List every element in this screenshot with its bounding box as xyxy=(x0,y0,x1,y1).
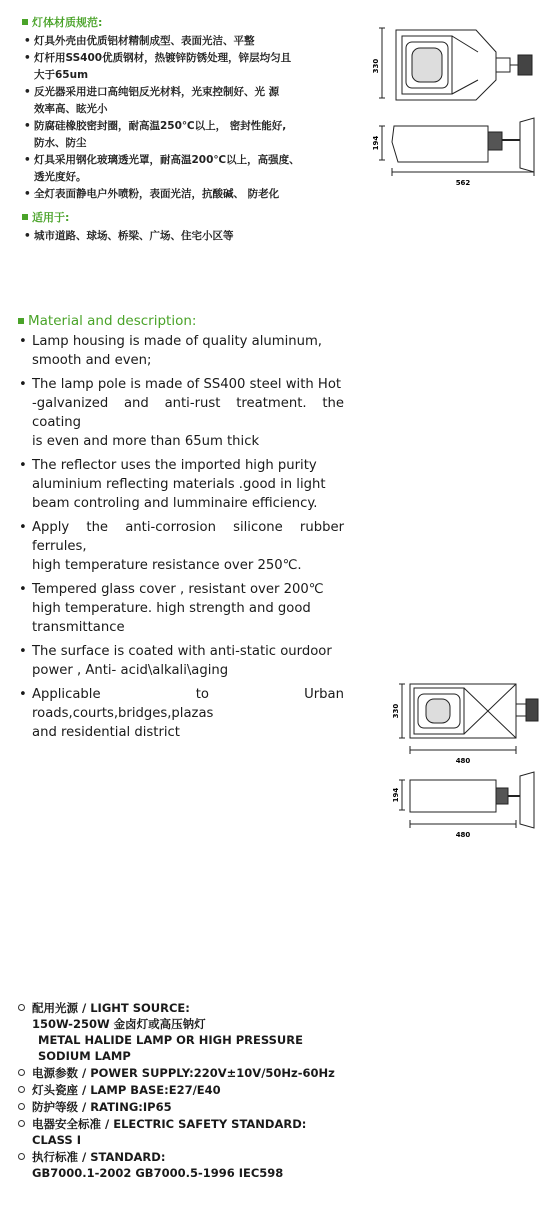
en-material-section xyxy=(18,313,344,747)
square-bullet-icon xyxy=(18,318,24,324)
spec-item xyxy=(18,1149,378,1181)
specification-list xyxy=(18,1000,378,1182)
plan-view xyxy=(379,28,532,100)
spec-line: 150W-250W 金卤灯或高压钠灯 xyxy=(32,1017,206,1031)
spec-line: 电器安全标准 / ELECTRIC SAFETY STANDARD: xyxy=(32,1117,307,1131)
cn-material-section xyxy=(22,14,362,245)
square-bullet-icon xyxy=(22,19,28,25)
cn-material-title-text: 灯体材质规范: xyxy=(32,16,103,29)
spec-item xyxy=(18,1099,378,1115)
spec-item xyxy=(18,1000,378,1064)
cn-apply-title-text: 适用于: xyxy=(32,211,70,224)
spec-line: 配用光源 / LIGHT SOURCE: xyxy=(32,1001,190,1015)
cn-list-item-line: 防腐硅橡胶密封圈，耐高温250℃以上， 密封性能好, xyxy=(34,120,287,132)
spec-item xyxy=(18,1065,378,1081)
top-dimension-drawing xyxy=(368,22,544,194)
en-list-item-line: high temperature. high strength and good xyxy=(32,601,311,616)
cn-list-item-line: 全灯表面静电户外喷粉，表面光洁，抗酸碱、 防老化 xyxy=(34,188,280,200)
en-list-item-line: The reflector uses the imported high purity xyxy=(32,458,317,473)
circle-bullet-icon xyxy=(18,1120,25,1127)
spec-line: 灯头瓷座 / LAMP BASE:E27/E40 xyxy=(32,1083,221,1097)
en-list-item-line: is even and more than 65um thick xyxy=(32,434,260,449)
circle-bullet-icon xyxy=(18,1086,25,1093)
en-list-item-line: The lamp pole is made of SS400 steel with Hot xyxy=(32,377,342,392)
en-list-item xyxy=(18,580,344,637)
en-material-list xyxy=(18,332,344,742)
en-list-item-line: power , Anti- acid\alkali\aging xyxy=(32,663,229,678)
en-list-item xyxy=(18,456,344,513)
spec-item xyxy=(18,1082,378,1098)
en-material-title xyxy=(18,313,344,329)
bottom-height-label: 330 xyxy=(392,703,400,719)
en-list-item-line: Tempered glass cover , resistant over 200℃ xyxy=(32,582,324,597)
en-list-item-line: The surface is coated with anti-static ourdoor xyxy=(32,644,332,659)
cn-list-item-line: 灯杆用SS400优质钢材，热镀锌防锈处理，锌层均匀且 xyxy=(34,52,292,64)
circle-bullet-icon xyxy=(18,1153,25,1160)
cn-list-item-line: 灯具采用钢化玻璃透光罩，耐高温200℃以上，高强度、 xyxy=(34,154,300,166)
cn-list-item-line: 大于65um xyxy=(34,69,89,81)
top-side-height-label: 194 xyxy=(372,135,380,151)
square-bullet-icon xyxy=(22,214,28,220)
en-list-item-line: high temperature resistance over 250℃. xyxy=(32,558,302,573)
cn-list-item-line: 灯具外壳由优质铝材精制成型、表面光洁、平整 xyxy=(34,35,255,47)
cn-apply-item: • 城市道路、球场、桥梁、广场、住宅小区等 xyxy=(22,228,362,245)
spec-line: GB7000.1-2002 GB7000.5-1996 IEC598 xyxy=(32,1166,284,1180)
cn-list-item-line: 防水、防尘 xyxy=(34,137,87,149)
cn-material-title xyxy=(22,14,362,30)
cn-apply-title xyxy=(22,209,362,225)
en-list-item xyxy=(18,642,344,680)
spec-line: METAL HALIDE LAMP OR HIGH PRESSURE xyxy=(38,1033,303,1047)
top-height-label: 330 xyxy=(372,58,380,74)
cn-list-item-line: 反光器采用进口高纯铝反光材料，光束控制好、光 源 xyxy=(34,86,280,98)
en-list-item xyxy=(18,685,344,742)
en-list-item xyxy=(18,332,344,370)
spec-line: 电源参数 / POWER SUPPLY:220V±10V/50Hz-60Hz xyxy=(32,1066,335,1080)
bottom-width-label-1: 480 xyxy=(455,757,471,765)
cn-list-item-line: 透光度好。 xyxy=(34,171,87,183)
en-list-item-line: transmittance xyxy=(32,620,125,635)
en-list-item-line: Applicable to Urban roads,courts,bridges,plazas xyxy=(32,687,344,721)
cn-apply-list xyxy=(22,228,362,245)
en-material-title-text: Material and description: xyxy=(28,313,197,329)
bottom-width-label-2: 480 xyxy=(455,831,471,839)
plan-view xyxy=(399,684,538,754)
side-view xyxy=(379,118,534,176)
cn-list-item xyxy=(22,186,362,203)
en-list-item-line: Apply the anti-corrosion silicone rubber ferrules, xyxy=(32,520,344,554)
cn-material-list xyxy=(22,33,362,203)
top-width-label: 562 xyxy=(455,179,471,187)
cn-list-item xyxy=(22,84,362,118)
spec-line: SODIUM LAMP xyxy=(38,1049,131,1063)
en-list-item xyxy=(18,518,344,575)
circle-bullet-icon xyxy=(18,1103,25,1110)
en-list-item-line: Lamp housing is made of quality aluminum, xyxy=(32,334,322,349)
spec-line: CLASS I xyxy=(32,1133,81,1147)
cn-list-item-line: 效率高、眩光小 xyxy=(34,103,108,115)
en-list-item-line: smooth and even; xyxy=(32,353,152,368)
en-list-item xyxy=(18,375,344,451)
spec-line: 执行标准 / STANDARD: xyxy=(32,1150,166,1164)
bottom-dimension-drawing xyxy=(388,680,544,848)
cn-list-item xyxy=(22,33,362,50)
spec-line: 防护等级 / RATING:IP65 xyxy=(32,1100,172,1114)
spec-item xyxy=(18,1116,378,1148)
side-view xyxy=(399,772,534,828)
cn-list-item xyxy=(22,152,362,186)
en-list-item-line: and residential district xyxy=(32,725,180,740)
bottom-side-height-label: 194 xyxy=(392,787,400,803)
circle-bullet-icon xyxy=(18,1004,25,1011)
en-list-item-line: beam controling and lumminaire efficiency. xyxy=(32,496,318,511)
en-list-item-line: aluminium reflecting materials .good in light xyxy=(32,477,326,492)
circle-bullet-icon xyxy=(18,1069,25,1076)
cn-list-item xyxy=(22,118,362,152)
en-list-item-line: -galvanized and anti-rust treatment. the coating xyxy=(32,396,344,430)
cn-list-item xyxy=(22,50,362,84)
